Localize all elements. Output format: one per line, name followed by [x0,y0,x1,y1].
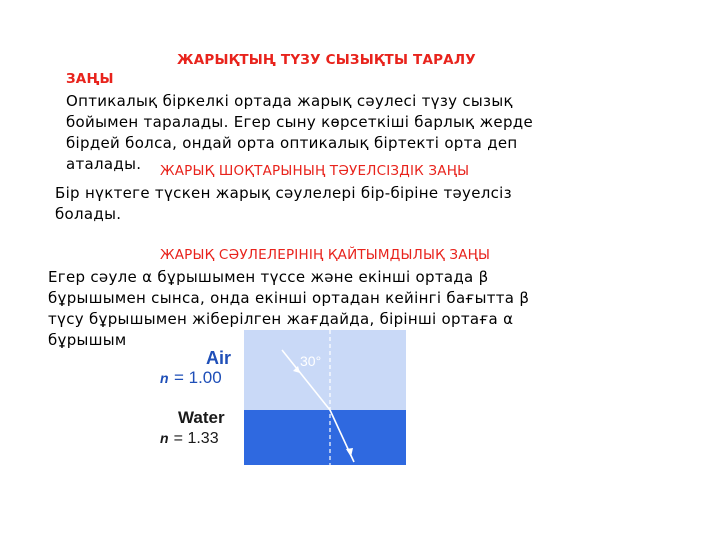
text-line: болады. [55,205,122,223]
text-line: Оптикалық біркелкі ортада жарық сәулесі түзу сызық [66,92,513,110]
text-line: аталады. [66,155,142,173]
refraction-figure [150,330,410,470]
law-text-reversibility [48,267,529,351]
water-label: Water [178,408,225,427]
law-title-rectilinear-cont: ЗАҢЫ [66,71,114,87]
air-index [160,368,222,388]
refraction-diagram [150,330,410,470]
air-label: Air [206,348,232,368]
water-index [160,428,219,448]
n-symbol: n [160,370,169,386]
water-region [244,410,406,465]
water-index-value: = 1.33 [173,430,219,447]
law-text-independence [55,183,512,225]
law-title-reversibility: ЖАРЫҚ СӘУЛЕЛЕРІНІҢ ҚАЙТЫМДЫЛЫҚ ЗАҢЫ [160,247,491,263]
law-title-independence: ЖАРЫҚ ШОҚТАРЫНЫҢ ТӘУЕЛСІЗДІК ЗАҢЫ [160,163,470,179]
text-line: Егер сәуле α бұрышымен түссе және екінші ортада β [48,268,489,286]
angle-label: 30° [300,353,322,369]
text-line: түсу бұрышымен жіберілген жағдайда, бірінші ортаға α [48,310,514,328]
text-line: бойымен таралады. Егер сыну көрсеткіші барлық жерде [66,113,533,131]
text-line: Бір нүктеге түскен жарық сәулелері бір-біріне тәуелсіз [55,184,512,202]
law-title-rectilinear: ЖАРЫҚТЫҢ ТҮЗУ СЫЗЫҚТЫ ТАРАЛУ [177,52,476,68]
text-line: бұрышым [48,331,127,349]
text-line: бұрышымен сынса, онда екінші ортадан кейінгі бағытта β [48,289,530,307]
text-line: бірдей болса, ондай орта оптикалық біртекті орта деп [66,134,518,152]
air-index-value: = 1.00 [173,368,222,387]
n-symbol: n [160,430,169,446]
